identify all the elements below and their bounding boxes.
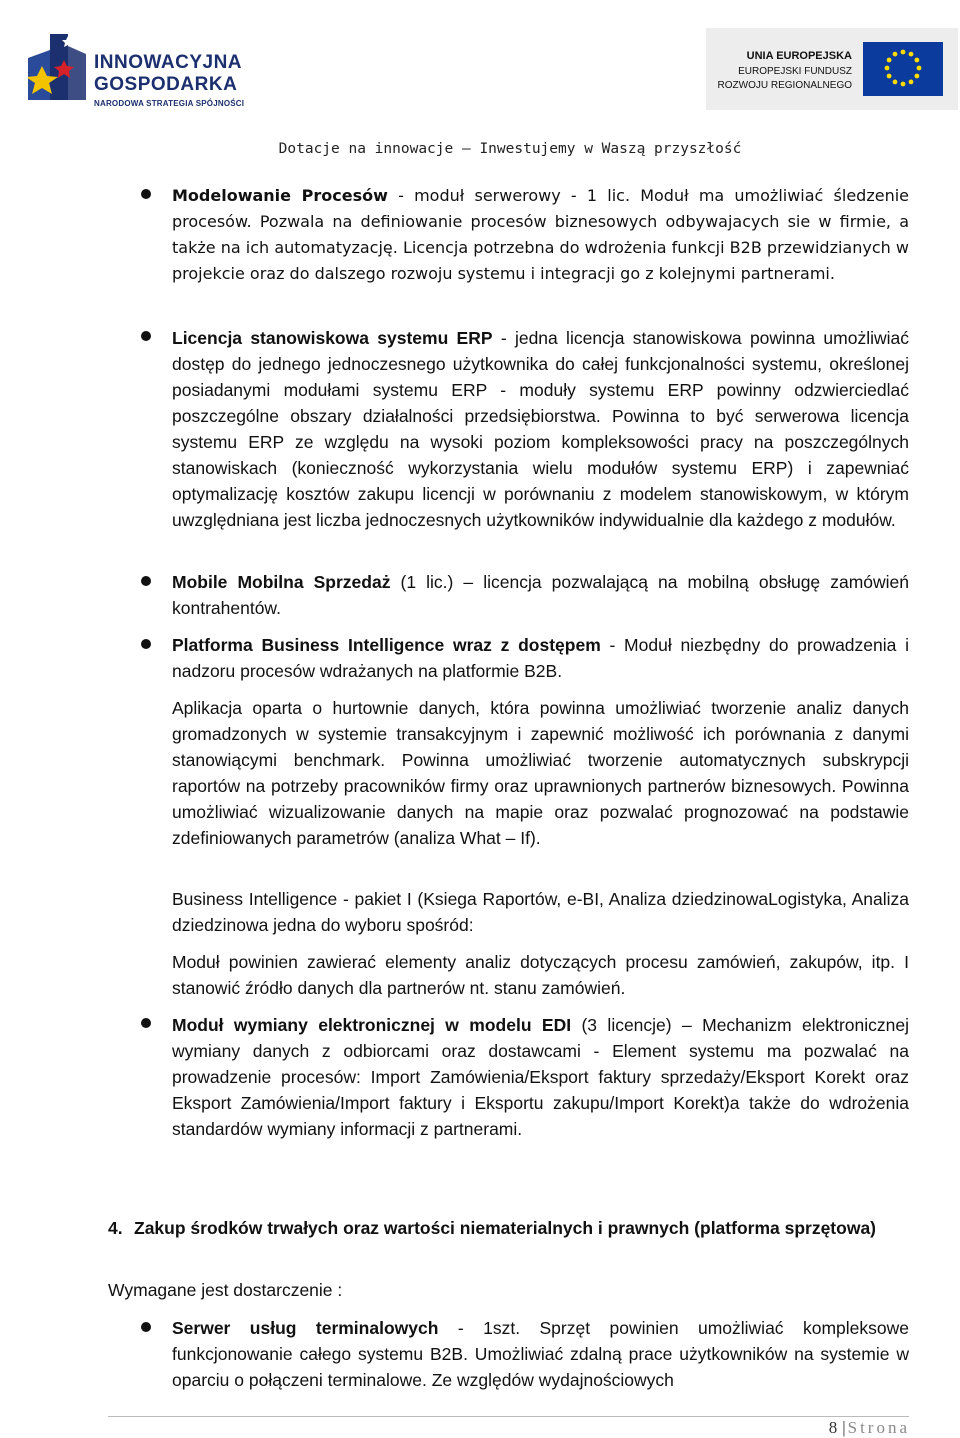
bullet-icon [141,576,151,586]
ig-emblem-icon [28,30,90,110]
section-number: 4. [108,1218,123,1238]
section-4-intro: Wymagane jest dostarczenie : [108,1280,343,1300]
ig-title-line2: GOSPODARKA [94,74,238,95]
unia-europejska-logo [706,28,958,110]
page-number [829,1418,910,1438]
item-licencja [172,325,909,533]
ue-line2: EUROPEJSKI FUNDUSZ [738,66,852,77]
item-text: - jedna licencja stanowiskowa powinna umożliwiać dostęp do jednego jednoczesnego użytkownika do całej funkcjonalności systemu, określonej posiadanymi modułami systemu ERP - moduły systemu ERP powinny odzwierciedlać poszczególne obszary działalności przedsiębiorstwa. Powinna to być serwerowa licencja systemu ERP ze względu na wysoki poziom kompleksowości pracy na poszczególnych stanowiskach (konieczność wykorzystania wielu modułów systemu ERP) i zapewniać optymalizację kosztów zakupu licencji w porównaniu z modelem stanowiskowym, w którym uwzględniana jest liczba jednoczesnych użytkowników indywidualnie dla każdego z modułów. [172,328,909,530]
item-platforma [172,632,909,684]
page-number-value: 8 [828,1418,841,1437]
section-4-heading [108,1215,909,1241]
item-text: (1 lic.) – licencja pozwalającą na mobilną obsługę zamówień kontrahentów. [172,572,909,618]
ue-line3: ROZWOJU REGIONALNEGO [717,80,852,91]
page-separator: | [842,1418,846,1437]
item-text: - 1szt. Sprzęt powinien umożliwiać kompleksowe funkcjonowanie całego systemu B2B. Umożliwiać zdalną prace użytkowników na systemie w oparciu o połączeni terminalowe. Ze względów wydajnościowych [172,1318,909,1390]
platforma-paragraph-1: Aplikacja oparta o hurtownie danych, która powinna umożliwiać tworzenie analiz danych gromadzonych w systemie transakcyjnym i zapewnić możliwość ich porównania z danymi stanowiącymi benchmark. Powinna umożliwiać tworzenie automatycznych subskrypcji raportów na potrzeby pracowników firmy oraz uprawnionych partnerów biznesowych. Powinna umożliwiać wizualizowanie danych na mapie oraz pozwalać prognozować na podstawie zdefiniowanych parametrów (analiza What – If). [172,698,909,848]
footer-divider [108,1416,909,1417]
platforma-paragraph-2: Business Intelligence - pakiet I (Ksiega Raportów, e-BI, Analiza dziedzinowaLogistyka, Analiza dziedzinowa jedna do wyboru spośród: [172,889,909,935]
bullet-icon [141,1322,151,1332]
item-modelowanie [172,183,909,287]
bullet-icon [141,189,151,199]
innowacyjna-gospodarka-logo [28,30,268,110]
eu-flag-icon [863,42,943,96]
bullet-icon [141,331,151,341]
ig-title-line1: INNOWACYJNA [94,52,243,73]
section-title: Zakup środków trwałych oraz wartości niematerialnych i prawnych (platforma sprzętowa) [134,1218,876,1238]
bullet-icon [141,1018,151,1028]
item-text: (3 licencje) – Mechanizm elektronicznej wymiany danych z odbiorcami oraz dostawcami - Element systemu ma pozwalać na prowadzenie procesów: Import Zamówienia/Eksport faktury sprzedaży/Eksport Korekt oraz Eksport Zamówienia/Import faktury i Eksportu zakupu/Import Korekt)a także do wdrożenia standardów wymiany informacji z partnerami. [172,1015,909,1139]
page-header [0,0,960,157]
item-edi [172,1012,909,1142]
item-title: Platforma Business Intelligence wraz z dostępem [172,635,601,655]
platforma-paragraph-3: Moduł powinien zawierać elementy analiz dotyczących procesu zamówień, zakupów, itp. I stanowić źródło danych dla partnerów nt. stanu zamówień. [172,952,909,998]
item-mobile [172,569,909,621]
ig-subtitle: NARODOWA STRATEGIA SPÓJNOŚCI [94,99,245,108]
item-title: Serwer usług terminalowych [172,1318,439,1338]
page-label: Strona [847,1418,910,1437]
item-text: - moduł serwerowy - 1 lic. Moduł ma umożliwiać śledzenie procesów. Pozwala na definiowanie procesów biznesowych odbywajacych sie w firmie, a także na ich automatyzację. Licencja potrzebna do wdrożenia funkcji B2B przewidzianych w projekcie oraz do dalszego rozwoju systemu i integracji go z kolejnymi partnerami. [172,186,909,283]
bullet-icon [141,639,151,649]
item-text: - Moduł niezbędny do prowadzenia i nadzoru procesów wdrażanych na platformie B2B. [172,635,909,681]
item-title: Mobile Mobilna Sprzedaż [172,572,391,592]
item-title: Moduł wymiany elektronicznej w modelu EDI [172,1015,572,1035]
item-title: Modelowanie Procesów [172,186,388,205]
ue-title: UNIA EUROPEJSKA [746,50,852,62]
header-tagline: Dotacje na innowacje – Inwestujemy w Waszą przyszłość [278,141,742,157]
item-serwer [172,1315,909,1393]
item-title: Licencja stanowiskowa systemu ERP [172,328,493,348]
